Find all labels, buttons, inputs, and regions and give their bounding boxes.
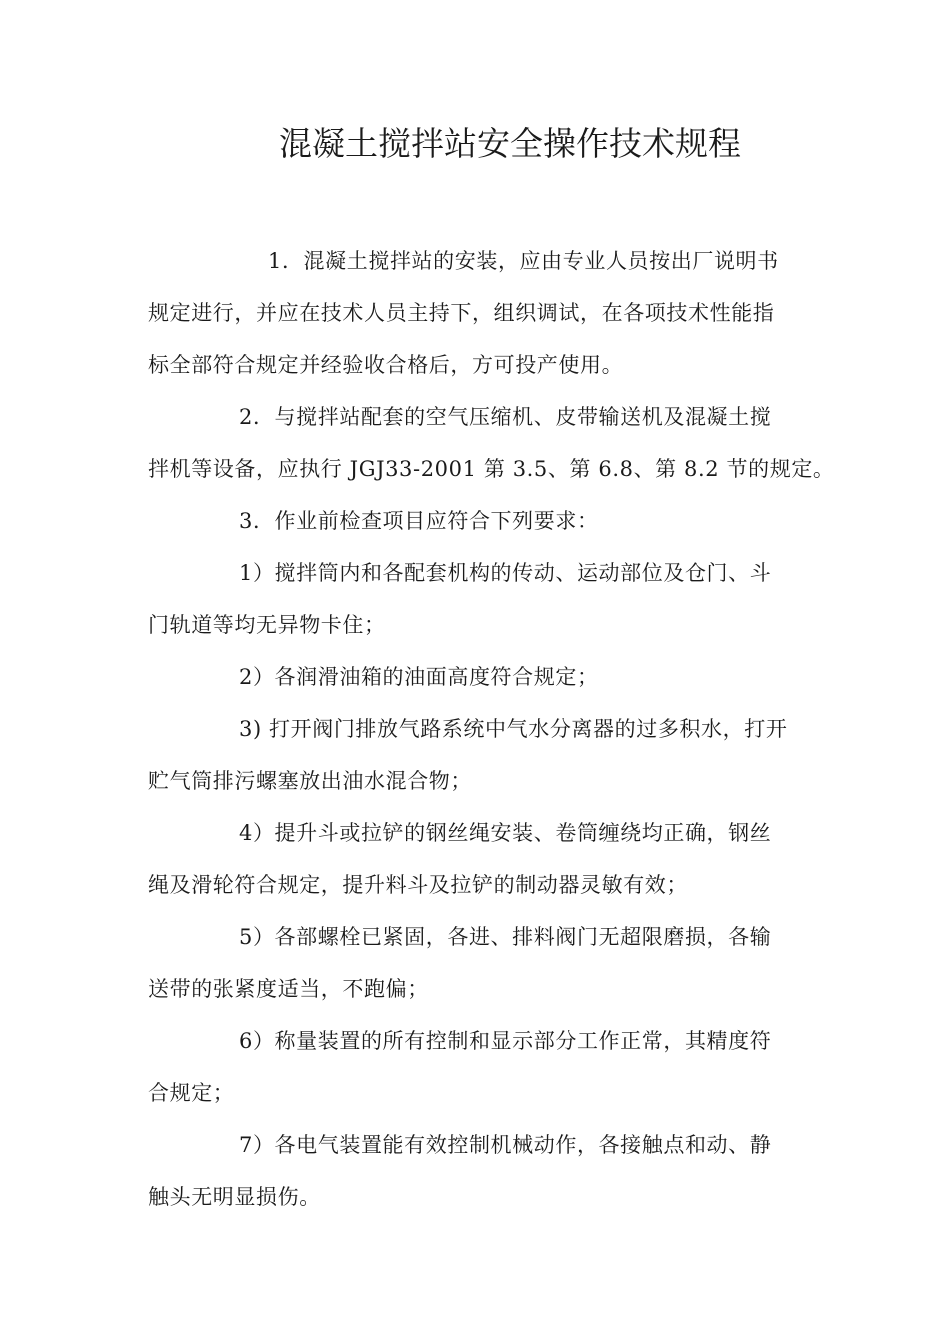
paragraph-2-line-2: 拌机等设备，应执行 JGJ33-2001 第 3.5、第 6.8、第 8.2 节的规定。 xyxy=(148,457,835,481)
document-body xyxy=(148,235,835,1223)
item-5-line-1: 5）各部螺栓已紧固，各进、排料阀门无超限磨损，各输 xyxy=(239,925,772,949)
item-3-line-2: 贮气筒排污螺塞放出油水混合物； xyxy=(148,769,472,793)
paragraph-1-line-3: 标全部符合规定并经验收合格后，方可投产使用。 xyxy=(148,353,624,377)
item-4-line-2: 绳及滑轮符合规定，提升料斗及拉铲的制动器灵敏有效； xyxy=(148,873,688,897)
item-1-line-2: 门轨道等均无异物卡住； xyxy=(148,613,386,637)
item-4-line-1: 4）提升斗或拉铲的钢丝绳安装、卷筒缠绕均正确，钢丝 xyxy=(239,821,772,845)
item-1-line-1: 1）搅拌筒内和各配套机构的传动、运动部位及仓门、斗 xyxy=(239,561,772,585)
item-3-line-1: 3) 打开阀门排放气路系统中气水分离器的过多积水，打开 xyxy=(239,717,788,741)
item-2-line-1: 2）各润滑油箱的油面高度符合规定； xyxy=(239,665,599,689)
document-title: 混凝土搅拌站安全操作技术规程 xyxy=(279,124,741,163)
item-6-line-2: 合规定； xyxy=(148,1081,235,1105)
paragraph-2-line-1: 2．与搅拌站配套的空气压缩机、皮带输送机及混凝土搅 xyxy=(239,405,772,429)
paragraph-3-line-1: 3．作业前检查项目应符合下列要求： xyxy=(239,509,599,533)
item-5-line-2: 送带的张紧度适当，不跑偏； xyxy=(148,977,429,1001)
item-7-line-2: 触头无明显损伤。 xyxy=(148,1185,321,1209)
item-7-line-1: 7）各电气装置能有效控制机械动作，各接触点和动、静 xyxy=(239,1133,772,1157)
paragraph-1-line-2: 规定进行，并应在技术人员主持下，组织调试，在各项技术性能指 xyxy=(148,301,775,325)
paragraph-1-line-1: 1．混凝土搅拌站的安装，应由专业人员按出厂说明书 xyxy=(268,249,779,273)
item-6-line-1: 6）称量装置的所有控制和显示部分工作正常，其精度符 xyxy=(239,1029,772,1053)
